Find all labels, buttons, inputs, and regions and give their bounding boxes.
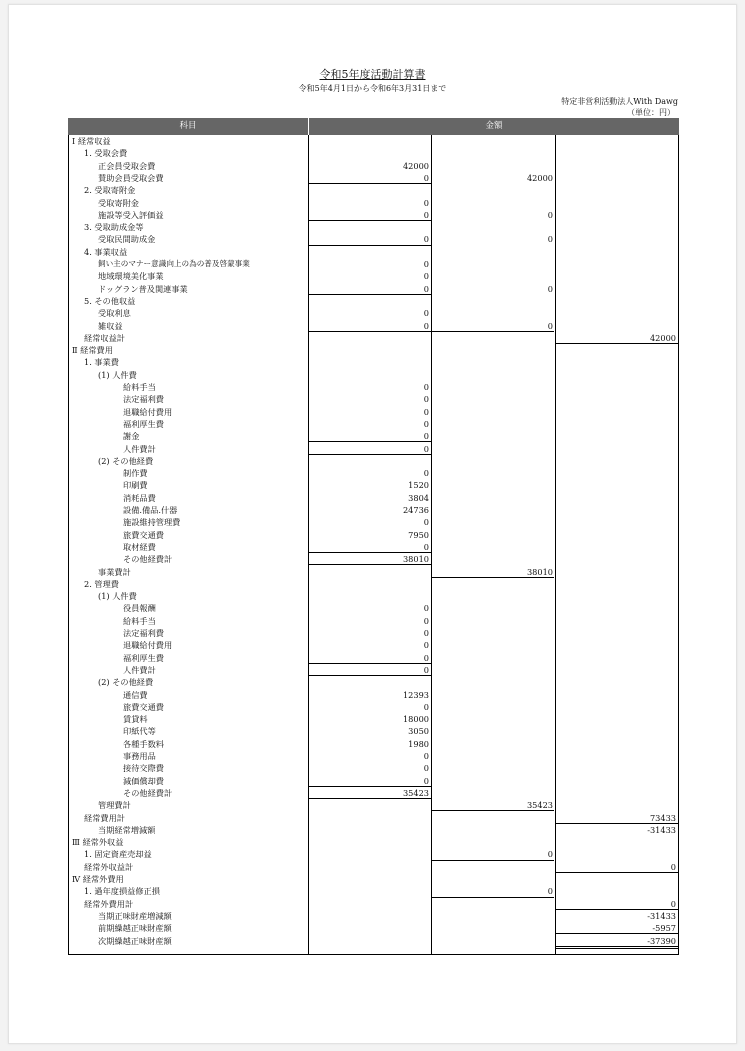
table-row — [68, 529, 679, 541]
amount-col2: 0 — [547, 886, 553, 897]
row-label: 当期正味財産増減額 — [98, 910, 172, 921]
row-label: 事務用品 — [123, 751, 156, 761]
amount-col2: 0 — [547, 849, 553, 860]
table-row — [68, 430, 679, 442]
table-row — [68, 307, 679, 319]
amount-col1: 1980 — [408, 738, 429, 749]
row-label: 賛助会員受取会費 — [98, 172, 164, 183]
table-row — [68, 566, 679, 578]
amount-col1: 0 — [423, 418, 429, 429]
amount-col1: 38010 — [402, 554, 429, 565]
amount-col1: 0 — [423, 517, 429, 528]
row-label: 設備.備品.什器 — [123, 505, 178, 515]
row-label: 取材経費 — [123, 541, 156, 552]
amount-col1: 0 — [423, 603, 429, 614]
table-row — [68, 209, 679, 221]
amount-col1: 42000 — [402, 160, 429, 171]
amount-col1: 0 — [423, 406, 429, 417]
table-row — [68, 221, 679, 233]
table-row — [68, 455, 679, 467]
amount-col1: 0 — [423, 382, 429, 392]
table-row — [68, 725, 679, 737]
amount-col1: 0 — [423, 628, 429, 638]
table-row — [68, 602, 679, 614]
table-row — [68, 418, 679, 430]
row-label: 賃貸料 — [123, 714, 148, 725]
table-row — [68, 332, 679, 344]
amount-col1: 0 — [423, 541, 429, 552]
amount-col3: -31433 — [647, 824, 676, 835]
table-row — [68, 787, 679, 799]
table-row — [68, 283, 679, 295]
amount-col1: 0 — [423, 701, 429, 712]
amount-col1: 0 — [423, 763, 429, 774]
table-row — [68, 356, 679, 368]
table-row — [68, 750, 679, 762]
table-row — [68, 898, 679, 910]
amount-col1: 0 — [423, 234, 429, 245]
row-label: 正会員受取会費 — [98, 160, 156, 171]
table-row — [68, 270, 679, 282]
table-row — [68, 553, 679, 565]
table-row — [68, 799, 679, 811]
total-double-rule — [556, 946, 678, 947]
row-label: 人件費計 — [123, 664, 156, 675]
amount-col1: 18000 — [402, 714, 429, 725]
row-label: 福利厚生費 — [123, 418, 164, 429]
table-row — [68, 701, 679, 713]
table-row — [68, 246, 679, 258]
row-label: 1. 過年度損益修正損 — [84, 886, 160, 897]
row-label: 法定福利費 — [123, 394, 164, 405]
row-label: 経常収益計 — [84, 332, 125, 343]
row-label: その他経費計 — [123, 787, 173, 798]
organization-name: 特定非営利活動法人With Dawg — [561, 97, 678, 106]
table-row — [68, 295, 679, 307]
row-label: 減価償却費 — [123, 775, 164, 786]
table-row — [68, 467, 679, 479]
row-label: Ⅱ 経常費用 — [72, 345, 113, 356]
table-row — [68, 135, 679, 147]
row-label: 当期経常増減額 — [98, 824, 156, 835]
row-label: (1) 人件費 — [98, 369, 137, 380]
amount-col3: 0 — [670, 861, 676, 872]
amount-col3: 42000 — [649, 332, 676, 343]
row-label: 接待交際費 — [123, 763, 164, 774]
row-label: 経常外収益計 — [84, 861, 134, 872]
row-label: 各種手数料 — [123, 738, 164, 749]
row-label: 次期繰越正味財産額 — [98, 935, 172, 946]
table-row — [68, 861, 679, 873]
amount-col1: 0 — [423, 172, 429, 183]
amount-col1: 0 — [423, 775, 429, 786]
amount-col1: 0 — [423, 615, 429, 626]
amount-col1: 3050 — [408, 726, 429, 737]
table-row — [68, 935, 679, 947]
amount-col1: 0 — [423, 197, 429, 208]
row-label: 2. 受取寄附金 — [84, 185, 136, 196]
table-row — [68, 762, 679, 774]
row-label: (1) 人件費 — [98, 591, 137, 602]
row-label: Ⅲ 経常外収益 — [72, 837, 124, 848]
amount-col1: 3804 — [408, 492, 429, 503]
amount-col1: 0 — [423, 394, 429, 405]
row-label: 4. 事業収益 — [84, 246, 128, 257]
row-label: 経常外費用計 — [84, 898, 134, 909]
amount-col2: 42000 — [526, 172, 553, 183]
table-row — [68, 516, 679, 528]
row-label: 受取利息 — [98, 308, 131, 319]
grid-bottom-line — [68, 954, 679, 955]
row-label: 人件費計 — [123, 443, 156, 454]
table-row — [68, 381, 679, 393]
table-row — [68, 848, 679, 860]
amount-col2: 38010 — [526, 566, 553, 577]
table-row — [68, 320, 679, 332]
table-row — [68, 713, 679, 725]
row-label: 給料手当 — [123, 615, 156, 626]
row-label: 受取寄附金 — [98, 197, 139, 208]
table-row — [68, 824, 679, 836]
amount-col3: -5957 — [652, 923, 676, 934]
row-label: 施設維持管理費 — [123, 517, 181, 528]
amount-col2: 35423 — [526, 800, 553, 811]
table-row — [68, 652, 679, 664]
row-label: 地域環境美化事業 — [98, 271, 164, 282]
row-label: 退職給付費用 — [123, 640, 173, 651]
row-label: 施設等受入評価益 — [98, 209, 164, 220]
amount-col1: 0 — [423, 308, 429, 319]
table-row — [68, 578, 679, 590]
table-row — [68, 590, 679, 602]
table-row — [68, 541, 679, 553]
table-row — [68, 406, 679, 418]
row-label: 管理費計 — [98, 800, 131, 811]
table-row — [68, 393, 679, 405]
amount-col1: 7950 — [408, 529, 429, 540]
row-label: 制作費 — [123, 468, 148, 479]
row-label: 退職給付費用 — [123, 406, 173, 417]
amount-col1: 0 — [423, 468, 429, 479]
row-label: 印刷費 — [123, 480, 148, 491]
amount-col1: 0 — [423, 320, 429, 331]
table-row — [68, 812, 679, 824]
table-row — [68, 258, 679, 270]
header-amount: 金額 — [485, 121, 503, 131]
amount-col1: 12393 — [402, 689, 429, 700]
amount-col1: 24736 — [402, 505, 429, 515]
row-label: 事業費計 — [98, 566, 131, 577]
table-row — [68, 775, 679, 787]
amount-col3: 73433 — [649, 812, 676, 823]
row-label: 旅費交通費 — [123, 701, 164, 712]
amount-col3: -37390 — [647, 935, 676, 946]
document-period: 令和5年4月1日から令和6年3月31日まで — [298, 84, 447, 93]
row-label: 5. その他収益 — [84, 295, 136, 306]
row-label: 前期繰越正味財産額 — [98, 923, 172, 934]
row-label: 役員報酬 — [123, 603, 156, 614]
amount-col3: -31433 — [647, 910, 676, 921]
table-row — [68, 738, 679, 750]
table-row — [68, 147, 679, 159]
table-row — [68, 639, 679, 651]
amount-col1: 0 — [423, 431, 429, 442]
row-label: Ⅰ 経常収益 — [72, 136, 111, 146]
row-label: 福利厚生費 — [123, 652, 164, 663]
table-row — [68, 479, 679, 491]
table-row — [68, 443, 679, 455]
amount-col1: 35423 — [402, 787, 429, 798]
table-row — [68, 197, 679, 209]
table-row — [68, 873, 679, 885]
amount-col1: 0 — [423, 664, 429, 675]
table-row — [68, 184, 679, 196]
table-row — [68, 676, 679, 688]
amount-col3: 0 — [670, 898, 676, 909]
total-double-rule — [556, 948, 678, 949]
amount-col1: 0 — [423, 209, 429, 220]
amount-col2: 0 — [547, 283, 553, 294]
table-row — [68, 885, 679, 897]
table-row — [68, 160, 679, 172]
amount-col1: 1520 — [408, 480, 429, 491]
row-label: 1. 事業費 — [84, 357, 119, 368]
row-label: 通信費 — [123, 689, 148, 700]
row-label: 雑収益 — [98, 320, 123, 331]
row-label: 3. 受取助成金等 — [84, 222, 144, 233]
header-item: 科目 — [179, 121, 197, 131]
table-row — [68, 615, 679, 627]
row-label: 消耗品費 — [123, 492, 156, 503]
table-row — [68, 369, 679, 381]
row-label: 1. 固定資産売却益 — [84, 849, 152, 860]
amount-col1: 0 — [423, 271, 429, 282]
table-row — [68, 233, 679, 245]
table-header — [68, 118, 679, 135]
table-row — [68, 344, 679, 356]
row-label: 経常費用計 — [84, 812, 125, 823]
table-row — [68, 627, 679, 639]
row-label: 印紙代等 — [123, 726, 156, 737]
row-label: 飼い主のマナー意識向上の為の普及啓蒙事業 — [98, 259, 250, 268]
row-label: ドッグラン普及関連事業 — [98, 283, 188, 294]
amount-col1: 0 — [423, 443, 429, 454]
row-label: Ⅳ 経常外費用 — [72, 874, 124, 884]
table-row — [68, 910, 679, 922]
table-row — [68, 172, 679, 184]
unit-label: （単位：円） — [627, 108, 675, 117]
amount-col1: 0 — [423, 283, 429, 294]
table-row — [68, 504, 679, 516]
statement-table — [68, 135, 679, 955]
amount-col2: 0 — [547, 209, 553, 220]
row-label: 給料手当 — [123, 382, 156, 392]
row-label: 法定福利費 — [123, 628, 164, 638]
row-label: 受取民間助成金 — [98, 234, 156, 245]
amount-col1: 0 — [423, 652, 429, 663]
amount-col1: 0 — [423, 751, 429, 761]
document-title: 令和5年度活動計算書 — [319, 68, 426, 81]
row-label: 1. 受取会費 — [84, 148, 128, 159]
amount-col1: 0 — [423, 640, 429, 651]
amount-col2: 0 — [547, 320, 553, 331]
row-label: 旅費交通費 — [123, 529, 164, 540]
amount-col1: 0 — [423, 259, 429, 269]
table-row — [68, 689, 679, 701]
row-label: 2. 管理費 — [84, 578, 119, 589]
row-label: 謝金 — [123, 431, 140, 442]
row-label: その他経費計 — [123, 554, 173, 565]
row-label: (2) その他経費 — [98, 455, 154, 466]
table-row — [68, 922, 679, 934]
amount-col2: 0 — [547, 234, 553, 245]
table-row — [68, 836, 679, 848]
row-label: (2) その他経費 — [98, 677, 154, 688]
table-row — [68, 664, 679, 676]
table-row — [68, 492, 679, 504]
